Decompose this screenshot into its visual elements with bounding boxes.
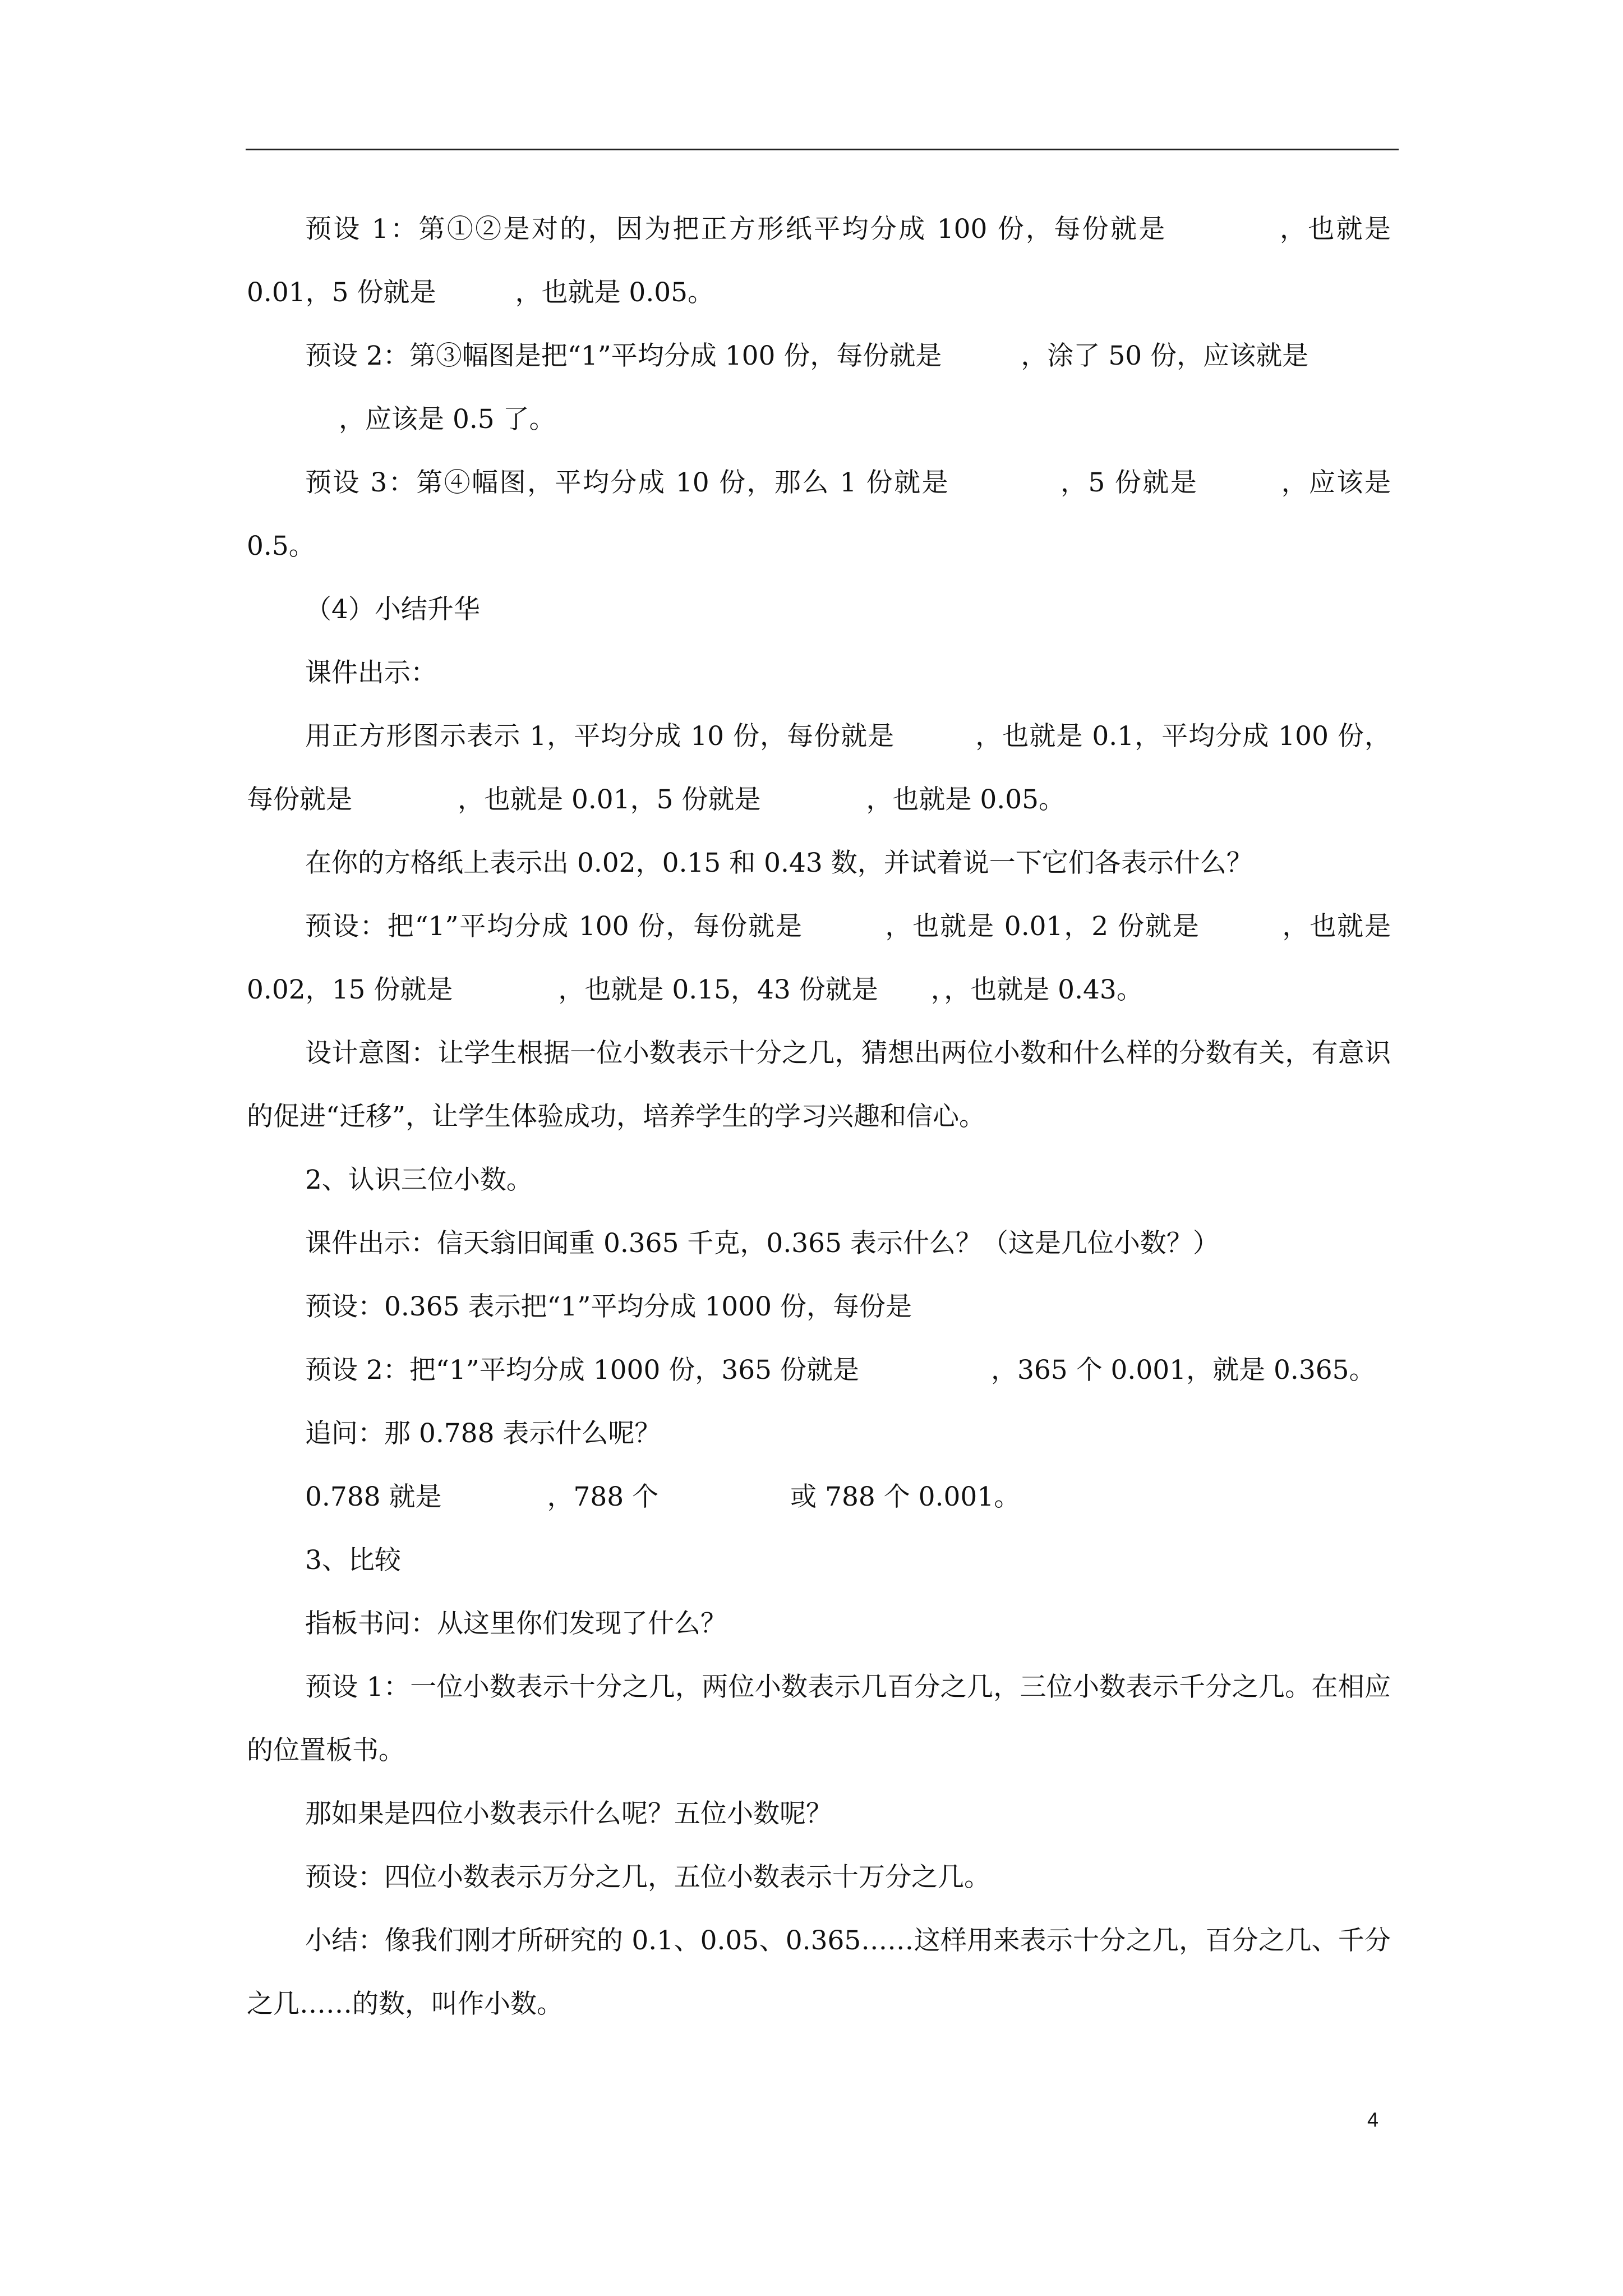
- paragraph: 指板书问：从这里你们发现了什么？: [305, 1608, 727, 1639]
- paragraph: 那如果是四位小数表示什么呢？五位小数呢？: [305, 1798, 832, 1829]
- paragraph: 追问：那 0.788 表示什么呢？: [305, 1418, 661, 1449]
- document-body: [247, 197, 1391, 2036]
- page-number: 4: [1367, 2108, 1379, 2131]
- paragraph: 预设：把“1”平均分成 100 份，每份就是 ，也就是 0.01，2 份就是 ，也就是 0.02，15 份就是 ，也就是 0.15，43 份就是 ，，也就是 0.43。: [247, 911, 1391, 1005]
- paragraph: 课件出示：: [305, 657, 437, 688]
- header-rule: [246, 149, 1399, 150]
- paragraph: 课件出示：信天翁旧闻重 0.365 千克，0.365 表示什么？（这是几位小数？）: [305, 1228, 1219, 1259]
- paragraph: 在你的方格纸上表示出 0.02，0.15 和 0.43 数，并试着说一下它们各表示什么？: [305, 848, 1253, 878]
- paragraph: 小结：像我们刚才所研究的 0.1、0.05、0.365……这样用来表示十分之几，百分之几、千分之几……的数，叫作小数。: [247, 1925, 1391, 2019]
- section-heading: （4）小结升华: [305, 594, 480, 625]
- paragraph: ，应该是 0.5 了。: [339, 404, 556, 435]
- paragraph: 预设：0.365 表示把“1”平均分成 1000 份，每份是: [305, 1291, 912, 1322]
- paragraph: 预设：四位小数表示万分之几，五位小数表示十万分之几。: [305, 1862, 990, 1893]
- paragraph: 预设 2：第③幅图是把“1”平均分成 100 份，每份就是 ，涂了 50 份，应该就是: [305, 341, 1309, 371]
- section-heading: 3、比较: [305, 1545, 401, 1576]
- paragraph: 用正方形图示表示 1，平均分成 10 份，每份就是 ，也就是 0.1，平均分成 100 份，每份就是 ，也就是 0.01，5 份就是 ，也就是 0.05。: [247, 721, 1391, 815]
- paragraph: 预设 3：第④幅图，平均分成 10 份，那么 1 份就是 ，5 份就是 ，应该是 0.5。: [247, 467, 1391, 562]
- paragraph: 0.788 就是 ，788 个 或 788 个 0.001。: [305, 1481, 1021, 1512]
- paragraph: 预设 2：把“1”平均分成 1000 份，365 份就是 ，365 个 0.001，就是 0.365。: [305, 1355, 1376, 1386]
- paragraph: 预设 1：一位小数表示十分之几，两位小数表示几百分之几，三位小数表示千分之几。在相应的位置板书。: [247, 1672, 1391, 1766]
- paragraph: 预设 1：第①②是对的，因为把正方形纸平均分成 100 份，每份就是 ，也就是 0.01，5 份就是 ，也就是 0.05。: [247, 214, 1391, 308]
- section-heading: 2、认识三位小数。: [305, 1165, 533, 1195]
- paragraph: 设计意图：让学生根据一位小数表示十分之几，猜想出两位小数和什么样的分数有关，有意识的促进“迁移”，让学生体验成功，培养学生的学习兴趣和信心。: [247, 1038, 1391, 1132]
